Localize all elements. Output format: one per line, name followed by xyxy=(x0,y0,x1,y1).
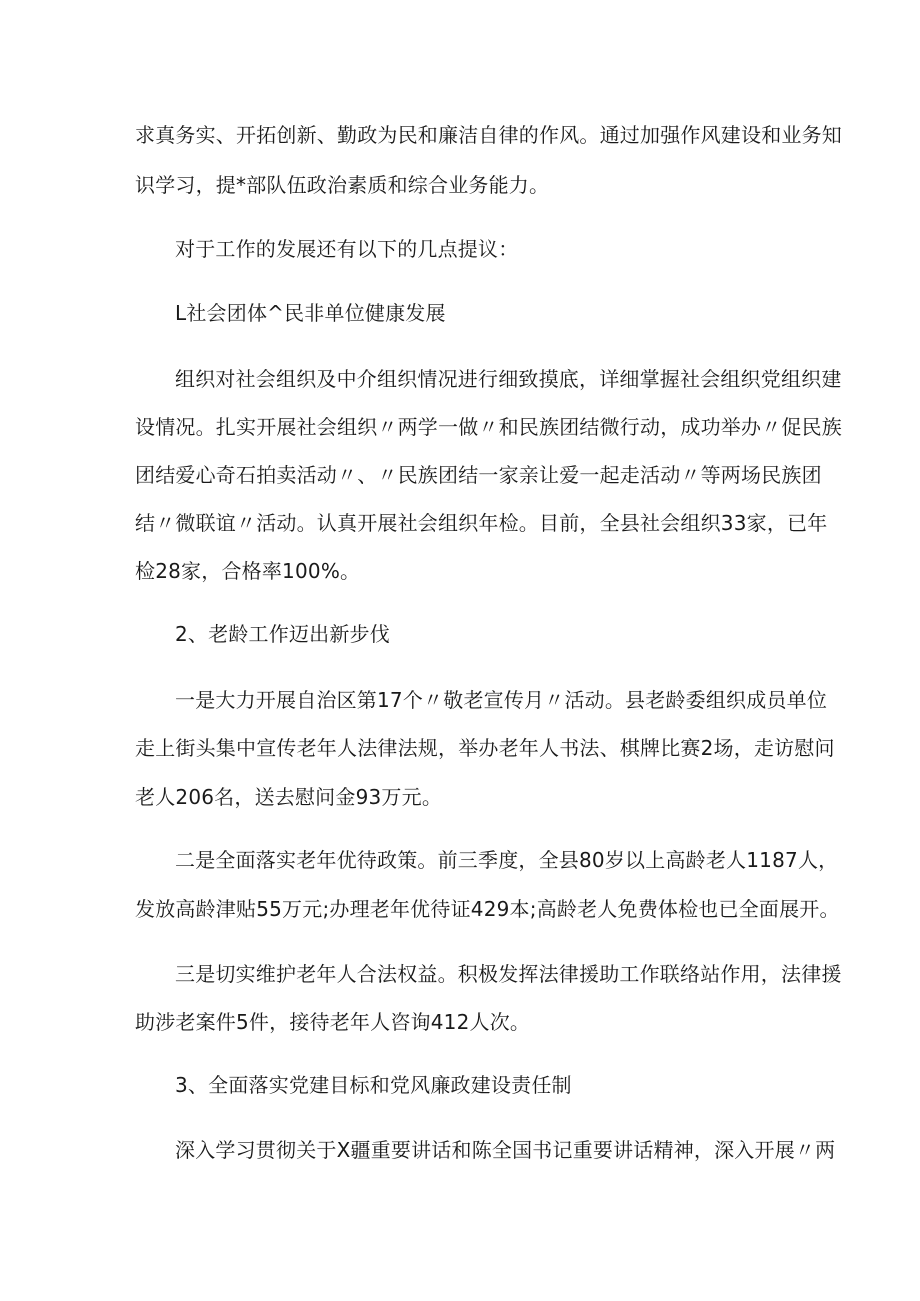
paragraph-line: 设情况。扎实开展社会组织〃两学一做〃和民族团结微行动，成功举办〃促民族 xyxy=(135,415,842,439)
paragraph-line: 走上街头集中宣传老年人法律法规，举办老年人书法、棋牌比赛2场，走访慰问 xyxy=(135,736,835,760)
section-heading: 3、全面落实党建目标和党风廉政建设责任制 xyxy=(175,1073,572,1097)
paragraph-line: 助涉老案件5件，接待老年人咨询412人次。 xyxy=(135,1010,531,1034)
paragraph-line: 结〃微联谊〃活动。认真开展社会组织年检。目前，全县社会组织33家，已年 xyxy=(135,511,828,535)
paragraph-line: 识学习，提*部队伍政治素质和综合业务能力。 xyxy=(135,173,550,197)
section-heading: L社会团体^民非单位健康发展 xyxy=(175,301,446,325)
paragraph-line: 求真务实、开拓创新、勤政为民和廉洁自律的作风。通过加强作风建设和业务知 xyxy=(135,123,842,147)
paragraph-line: 老人206名，送去慰问金93万元。 xyxy=(135,785,443,809)
paragraph-line: 组织对社会组织及中介组织情况进行细致摸底，详细掌握社会组织党组织建 xyxy=(175,367,842,391)
paragraph-line: 发放高龄津贴55万元;办理老年优待证429本;高龄老人免费体检也已全面展开。 xyxy=(135,897,840,921)
paragraph-line: 团结爱心奇石拍卖活动〃、〃民族团结一家亲让爱一起走活动〃等两场民族团 xyxy=(135,463,822,487)
paragraph-line: 三是切实维护老年人合法权益。积极发挥法律援助工作联络站作用，法律援 xyxy=(175,962,842,986)
paragraph-line: 检28家，合格率100%。 xyxy=(135,559,361,583)
paragraph-line: 二是全面落实老年优待政策。前三季度，全县80岁以上高龄老人1187人， xyxy=(175,848,839,872)
paragraph-line: 深入学习贯彻关于X疆重要讲话和陈全国书记重要讲话精神，深入开展〃两 xyxy=(175,1138,836,1162)
paragraph-line: 一是大力开展自治区第17个〃敬老宣传月〃活动。县老龄委组织成员单位 xyxy=(175,688,828,712)
section-heading: 2、老龄工作迈出新步伐 xyxy=(175,622,390,646)
paragraph-line: 对于工作的发展还有以下的几点提议： xyxy=(175,237,519,261)
